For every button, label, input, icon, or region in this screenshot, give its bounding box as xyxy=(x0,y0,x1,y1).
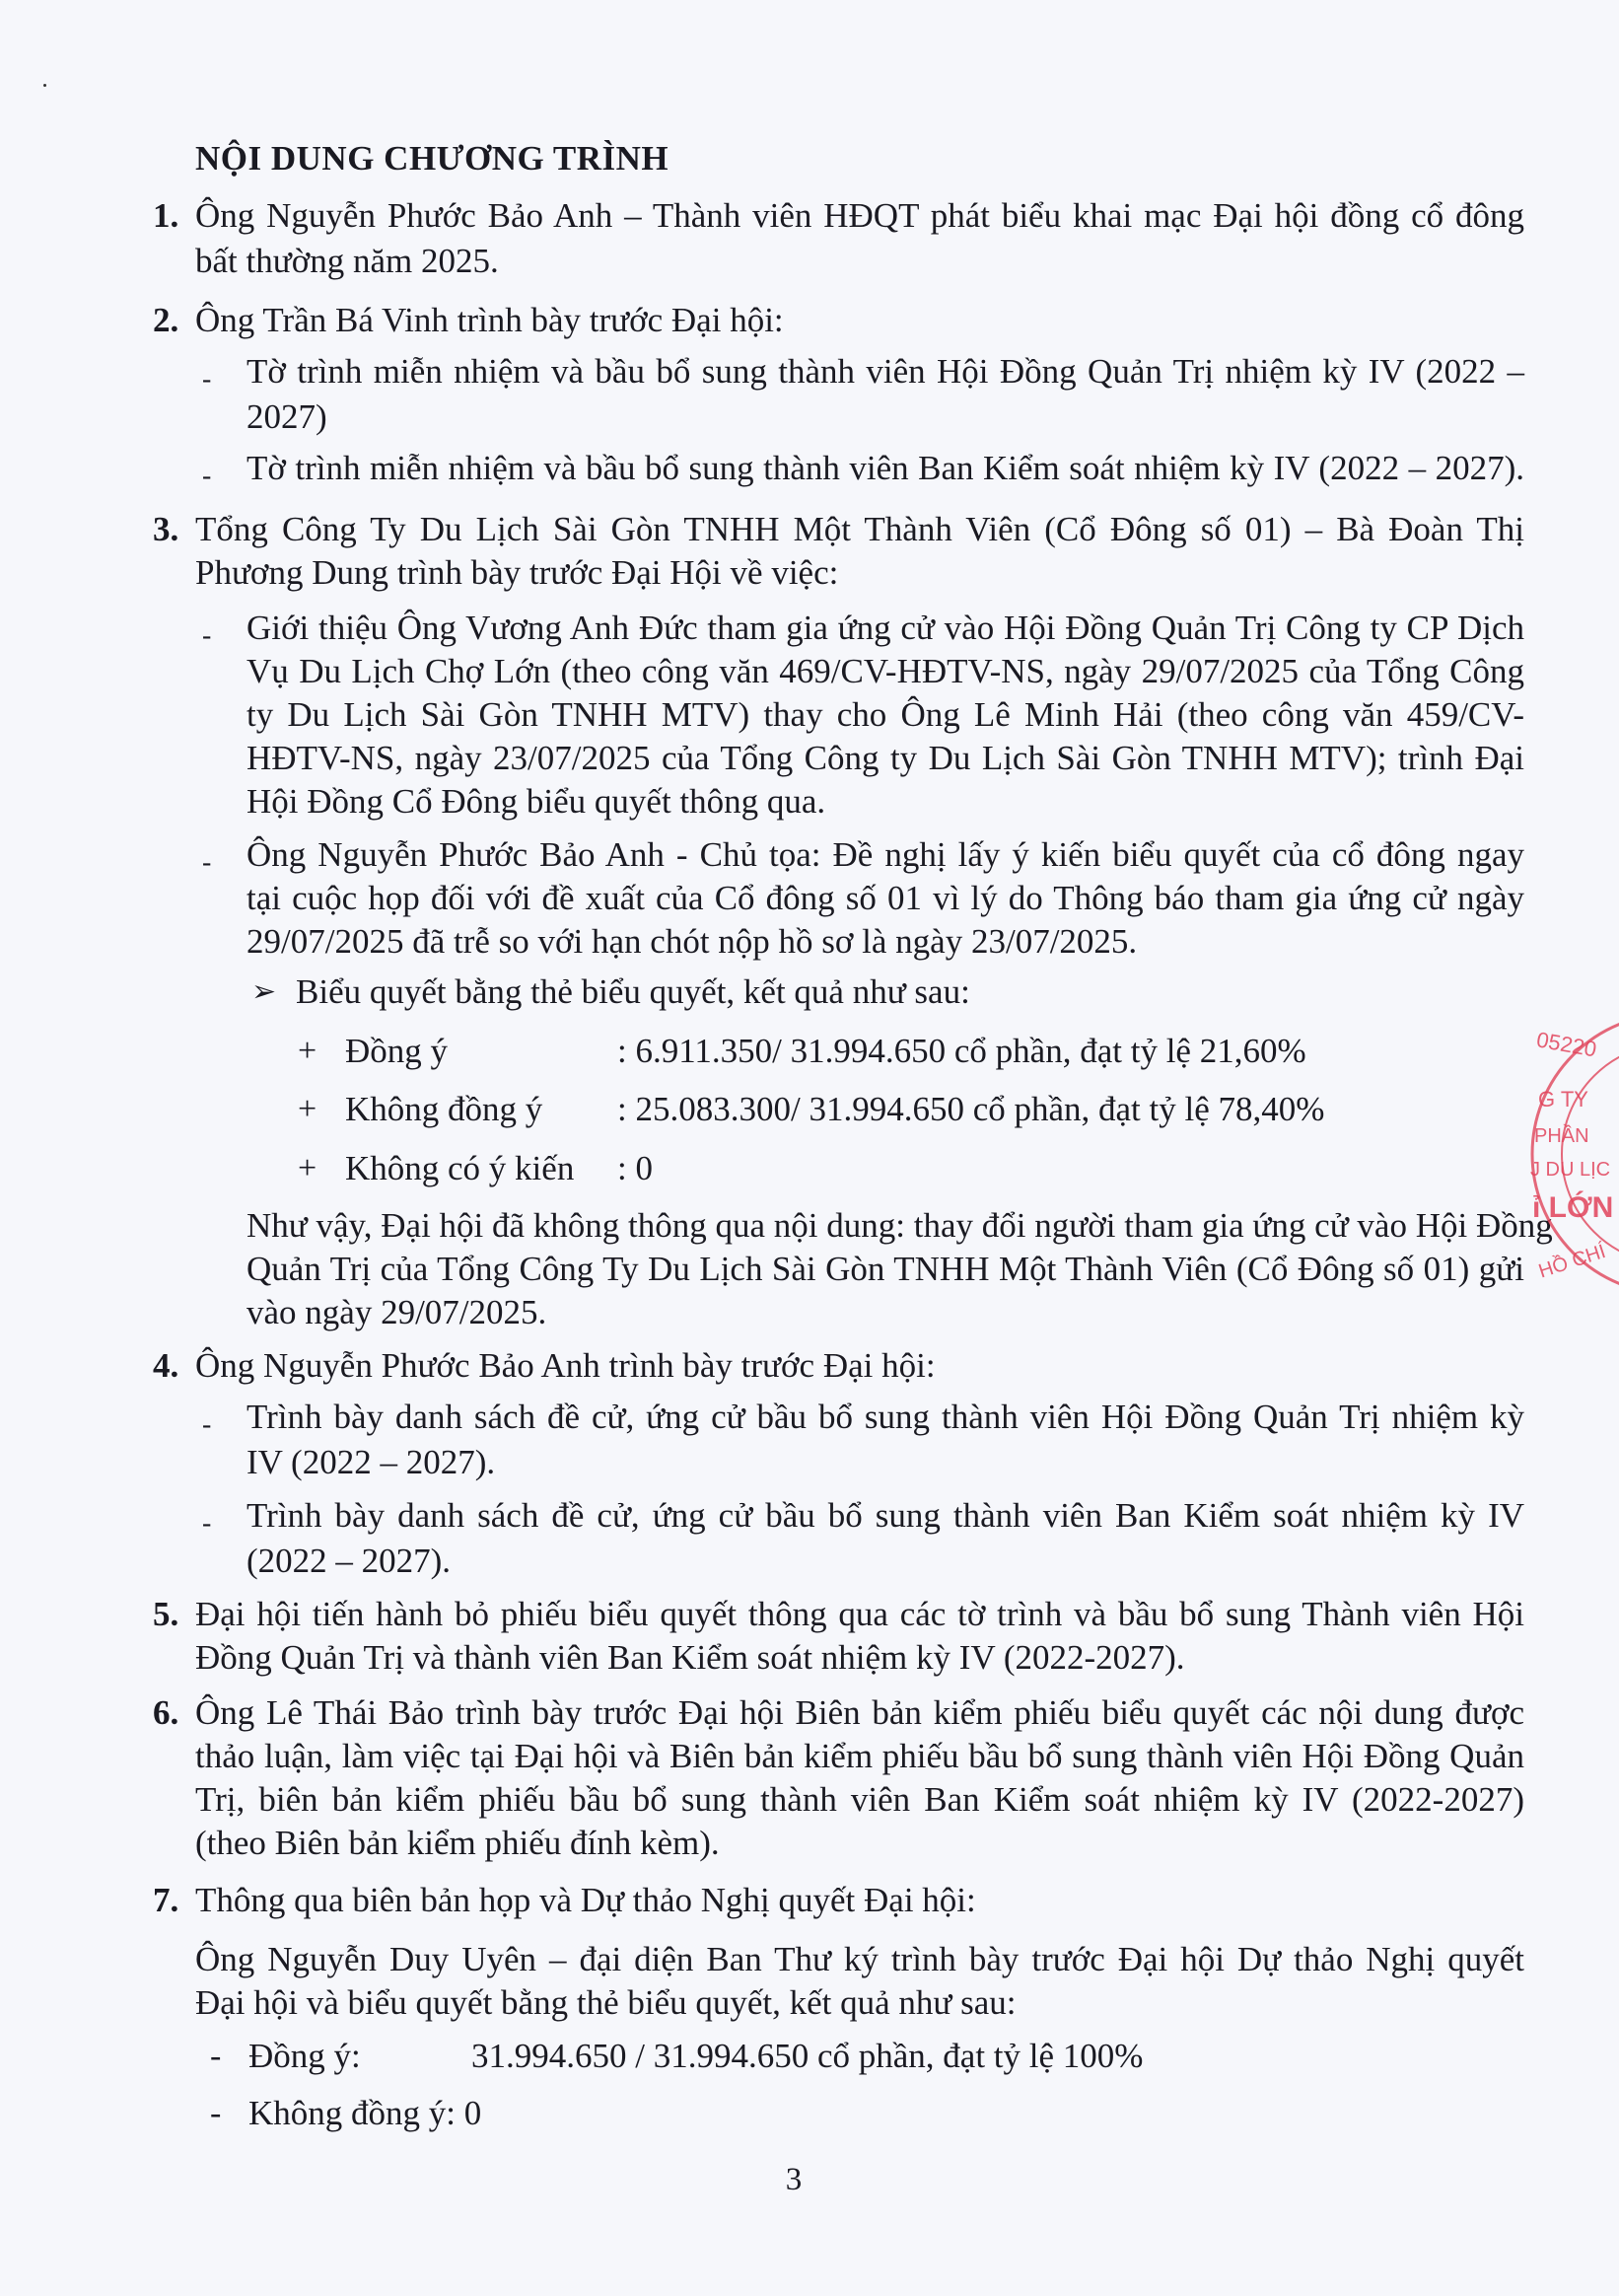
stamp-text: J DU LỊC xyxy=(1530,1159,1611,1181)
item3-conclusion-line1: Như vậy, Đại hội đã không thông qua nội dung: thay đổi người tham gia ứng cử vào Hội Đồng xyxy=(246,1206,1553,1245)
result-label: Đồng ý: xyxy=(248,2037,361,2075)
item5-line1: Đại hội tiến hành bỏ phiếu biểu quyết thông qua các tờ trình và bầu bổ sung Thành viên Hội xyxy=(195,1595,1524,1633)
dash-bullet: - xyxy=(202,1409,212,1440)
dash-bullet: - xyxy=(202,620,212,651)
item-number: 7. xyxy=(153,1881,179,1919)
stamp-text: ỉ LỚN xyxy=(1532,1191,1614,1224)
vote-value: : 6.911.350/ 31.994.650 cổ phần, đạt tỷ lệ 21,60% xyxy=(617,1032,1306,1070)
result-label: Không đồng ý: 0 xyxy=(248,2094,482,2132)
vote-label: Không có ý kiến xyxy=(345,1149,575,1187)
dash-bullet: - xyxy=(202,1508,212,1539)
dash-bullet: - xyxy=(202,364,212,395)
item4-sub1-line2: IV (2022 – 2027). xyxy=(246,1443,496,1481)
item1-line2: bất thường năm 2025. xyxy=(195,242,499,280)
dash-bullet: - xyxy=(202,461,212,491)
item2-sub2-line1: Tờ trình miễn nhiệm và bầu bổ sung thành viên Ban Kiểm soát nhiệm kỳ IV (2022 – 2027). xyxy=(246,449,1524,487)
item3-sub1-line5: Hội Đồng Cổ Đông biểu quyết thông qua. xyxy=(246,782,826,821)
vote-label: Không đồng ý xyxy=(345,1090,543,1128)
item1-line1: Ông Nguyễn Phước Bảo Anh – Thành viên HĐQT phát biểu khai mạc Đại hội đồng cổ đông xyxy=(195,196,1524,235)
item6-line4: (theo Biên bản kiểm phiếu đính kèm). xyxy=(195,1824,720,1862)
dash-bullet: - xyxy=(210,2038,222,2074)
item5-line2: Đồng Quản Trị và thành viên Ban Kiểm soát nhiệm kỳ IV (2022-2027). xyxy=(195,1638,1185,1677)
item2-sub1-line1: Tờ trình miễn nhiệm và bầu bổ sung thành viên Hội Đồng Quản Trị nhiệm kỳ IV (2022 – xyxy=(246,352,1524,391)
item3-sub2-line2: tại cuộc họp đối với đề xuất của Cổ đông số 01 vì lý do Thông báo tham gia ứng cử ngày xyxy=(246,879,1524,917)
item-number: 5. xyxy=(153,1595,179,1633)
stamp-text: G TY xyxy=(1538,1087,1588,1112)
item4-sub2-line1: Trình bày danh sách đề cử, ứng cử bầu bổ sung thành viên Ban Kiểm soát nhiệm kỳ IV xyxy=(246,1496,1524,1535)
item-number: 3. xyxy=(153,510,179,548)
scan-speck xyxy=(43,84,46,87)
item3-sub1-line2: Vụ Du Lịch Chợ Lớn (theo công văn 469/CV-HĐTV-NS, ngày 29/07/2025 của Tổng Công xyxy=(246,652,1524,690)
stamp-text: 05220 xyxy=(1534,1027,1599,1062)
item3-conclusion-line3: vào ngày 29/07/2025. xyxy=(246,1293,547,1331)
item3-line2: Phương Dung trình bày trước Đại Hội về việc: xyxy=(195,553,839,592)
item7-line1: Thông qua biên bản họp và Dự thảo Nghị quyết Đại hội: xyxy=(195,1881,976,1919)
stamp-text: PHẦN xyxy=(1534,1125,1589,1147)
plus-bullet: + xyxy=(298,1033,317,1069)
item-number: 4. xyxy=(153,1346,179,1385)
item6-line2: thảo luận, làm việc tại Đại hội và Biên bản kiểm phiếu bầu bổ sung thành viên Hội Đồng Quản xyxy=(195,1737,1524,1775)
item7-para-line1: Ông Nguyễn Duy Uyên – đại diện Ban Thư ký trình bày trước Đại hội Dự thảo Nghị quyết xyxy=(195,1940,1524,1978)
item-number: 6. xyxy=(153,1693,179,1732)
stamp-text: HỒ CHÍ xyxy=(1535,1240,1609,1283)
vote-value: : 0 xyxy=(617,1149,653,1187)
item4-sub1-line1: Trình bày danh sách đề cử, ứng cử bầu bổ sung thành viên Hội Đồng Quản Trị nhiệm kỳ xyxy=(246,1398,1524,1436)
item3-sub1-line1: Giới thiệu Ông Vương Anh Đức tham gia ứng cử vào Hội Đồng Quản Trị Công ty CP Dịch xyxy=(246,609,1524,647)
item3-line1: Tổng Công Ty Du Lịch Sài Gòn TNHH Một Thành Viên (Cổ Đông số 01) – Bà Đoàn Thị xyxy=(195,510,1524,548)
dash-bullet: - xyxy=(210,2095,222,2131)
item7-para-line2: Đại hội và biểu quyết bằng thẻ biểu quyết, kết quả như sau: xyxy=(195,1983,1017,2022)
result-value: 31.994.650 / 31.994.650 cổ phần, đạt tỷ lệ 100% xyxy=(471,2037,1144,2075)
company-stamp xyxy=(1524,1006,1619,1302)
item-number: 2. xyxy=(153,301,179,339)
plus-bullet: + xyxy=(298,1150,317,1186)
page-number: 3 xyxy=(785,2162,803,2197)
item3-vote-intro: Biểu quyết bằng thẻ biểu quyết, kết quả như sau: xyxy=(296,972,970,1011)
item-number: 1. xyxy=(153,196,179,235)
vote-value: : 25.083.300/ 31.994.650 cổ phần, đạt tỷ lệ 78,40% xyxy=(617,1090,1325,1128)
item4-line1: Ông Nguyễn Phước Bảo Anh trình bày trước Đại hội: xyxy=(195,1346,936,1385)
item3-conclusion-line2: Quản Trị của Tổng Công Ty Du Lịch Sài Gòn TNHH Một Thành Viên (Cổ Đông số 01) gửi xyxy=(246,1250,1524,1288)
arrow-bullet-icon: ➢ xyxy=(251,975,277,1008)
item6-line3: Trị, biên bản kiểm phiếu bầu bổ sung thành viên Ban Kiểm soát nhiệm kỳ IV (2022-2027) xyxy=(195,1780,1524,1819)
item6-line1: Ông Lê Thái Bảo trình bày trước Đại hội Biên bản kiểm phiếu biểu quyết các nội dung được xyxy=(195,1693,1524,1732)
item3-sub2-line3: 29/07/2025 đã trễ so với hạn chót nộp hồ sơ là ngày 23/07/2025. xyxy=(246,922,1138,961)
item3-sub1-line4: HĐTV-NS, ngày 23/07/2025 của Tổng Công ty Du Lịch Sài Gòn TNHH MTV); trình Đại xyxy=(246,739,1524,777)
vote-label: Đồng ý xyxy=(345,1032,449,1070)
item3-sub2-line1: Ông Nguyễn Phước Bảo Anh - Chủ tọa: Đề nghị lấy ý kiến biểu quyết của cổ đông ngay xyxy=(246,835,1524,874)
page-heading: NỘI DUNG CHƯƠNG TRÌNH xyxy=(195,139,669,178)
item4-sub2-line2: (2022 – 2027). xyxy=(246,1542,452,1580)
plus-bullet: + xyxy=(298,1091,317,1127)
item2-line1: Ông Trần Bá Vinh trình bày trước Đại hội: xyxy=(195,301,784,339)
item2-sub1-line2: 2027) xyxy=(246,397,327,436)
item3-sub1-line3: ty Du Lịch Sài Gòn TNHH MTV) thay cho Ông Lê Minh Hải (theo công văn 459/CV- xyxy=(246,695,1524,734)
dash-bullet: - xyxy=(202,847,212,878)
